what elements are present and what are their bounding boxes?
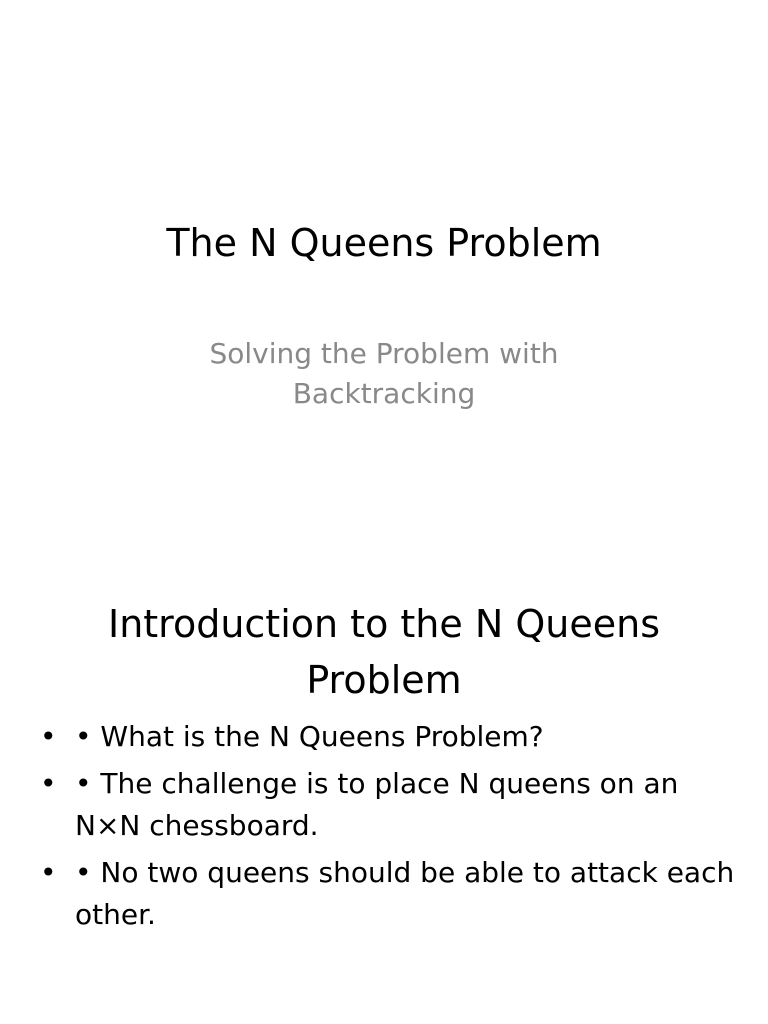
intro-title-line-1: Introduction to the N Queens <box>107 602 660 646</box>
intro-slide <box>0 576 768 1024</box>
subtitle-line-2: Backtracking <box>292 377 476 410</box>
bullet-item <box>40 716 740 758</box>
bullet-marker-icon: • <box>40 856 57 889</box>
bullet-item <box>40 763 740 847</box>
subtitle-line-1: Solving the Problem with <box>209 337 559 370</box>
bullet-list <box>40 716 740 941</box>
bullet-text: • What is the N Queens Problem? <box>75 720 544 753</box>
bullet-item <box>40 852 740 936</box>
bullet-marker-icon: • <box>40 720 57 753</box>
intro-slide-title <box>60 596 708 708</box>
bullet-text: • No two queens should be able to attack each other. <box>75 856 735 931</box>
slide-subtitle <box>184 334 584 414</box>
bullet-marker-icon: • <box>40 767 57 800</box>
bullet-text: • The challenge is to place N queens on an N×N chessboard. <box>75 767 679 842</box>
intro-title-line-2: Problem <box>306 658 462 702</box>
slide-title: The N Queens Problem <box>166 221 602 265</box>
